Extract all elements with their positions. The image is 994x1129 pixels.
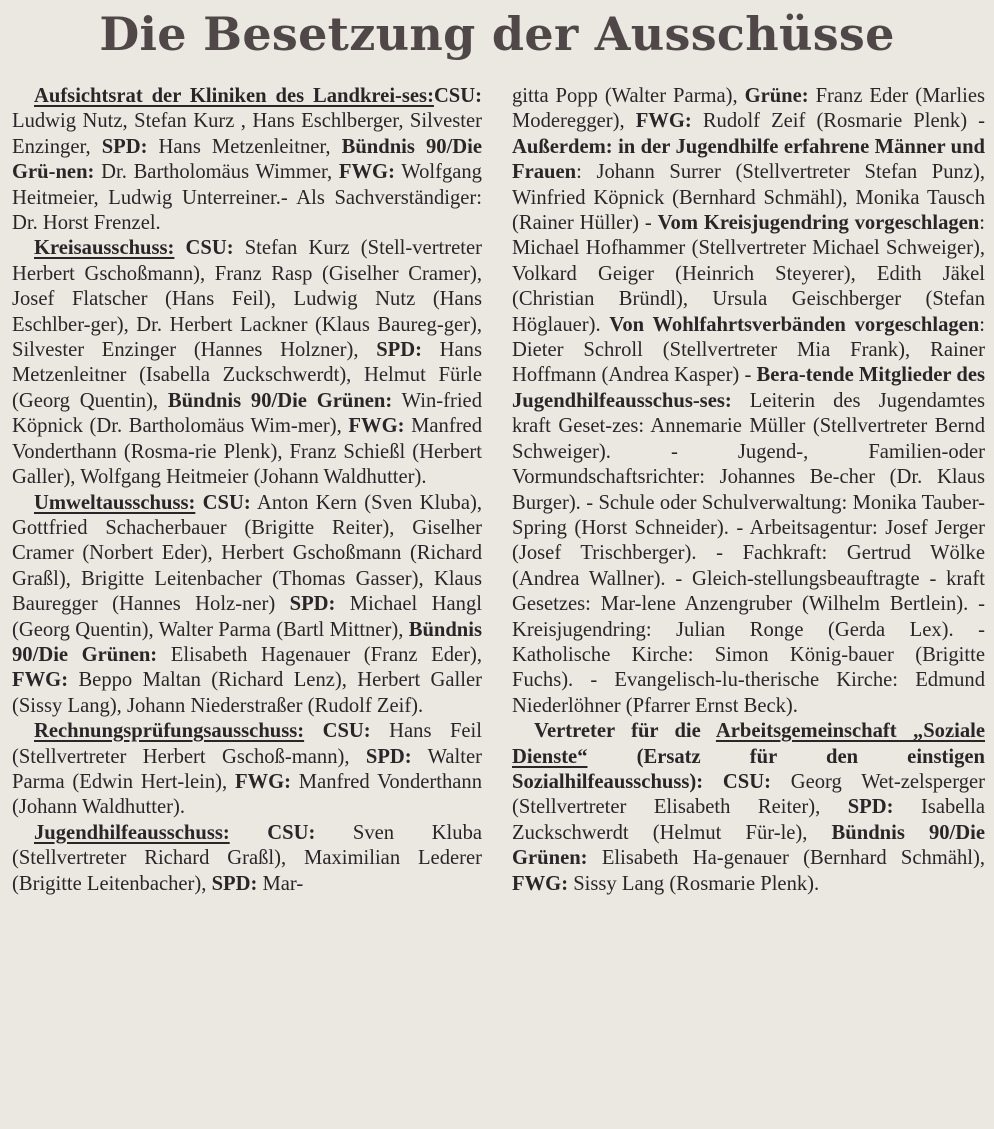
paragraph-kreisausschuss [12, 236, 482, 490]
paragraph-jugendhilfe [12, 821, 482, 897]
member-text: Hans Metzenleitner, [147, 135, 342, 158]
member-text: Ludwig Nutz, Stefan Kurz , Hans Eschlberger, Silvester Enzinger, [12, 110, 482, 158]
party-label: Bündnis 90/Die Grünen: [167, 389, 393, 412]
party-label: CSU: [229, 821, 316, 844]
member-text: Rudolf Zeif (Rosmarie Plenk) - [691, 110, 985, 133]
headline: Die Besetzung der Ausschüsse [99, 7, 895, 61]
paragraph-umweltausschuss [12, 491, 482, 720]
party-label: SPD: [376, 339, 422, 362]
heading-arbeitsgemeinschaft: Arbeitsgemeinschaft „Soziale Dienste“ [512, 720, 986, 768]
party-label: SPD: [101, 135, 148, 158]
member-text: Michael Hangl (Georg Quentin), Walter Parma (Bartl Mittner), [12, 593, 482, 641]
member-text: Win-fried Köpnick (Dr. Bartholomäus Wim-mer), [12, 389, 482, 438]
party-label: CSU: [195, 491, 251, 514]
subheading-beratende-mitglieder: Bera-tende Mitglieder des Jugendhilfeausschus-ses: [512, 364, 985, 412]
member-text: Elisabeth Ha-genauer (Bernhard Schmähl), [587, 847, 985, 870]
member-text: : Johann Surrer (Stellvertreter Stefan Punz), Winfried Köpnick (Bernhard Schmähl), Monika Tausch (Rainer Hüller) - [512, 161, 985, 235]
subheading-wohlfahrtsverbaende: Von Wohlfahrtsverbänden vorgeschlagen [609, 313, 980, 336]
member-text: Dr. Bartholomäus Wimmer, [94, 161, 339, 184]
party-label: FWG: [512, 872, 569, 895]
heading-jugendhilfe: Jugendhilfeausschuss: [34, 821, 230, 844]
party-label: CSU: [304, 720, 371, 743]
paragraph-rechnungspruefung [12, 719, 482, 821]
party-label: Grüne: [744, 85, 809, 107]
member-text: Elisabeth Hagenauer (Franz Eder), [157, 643, 482, 666]
party-label: FWG: [12, 669, 69, 692]
right-column [512, 84, 985, 897]
member-text: Walter Parma (Edwin Hert-lein), [12, 745, 483, 793]
member-text: Georg Wet-zelsperger (Stellvertreter Elisabeth Reiter), [512, 770, 985, 819]
party-label: Bündnis 90/Die Grü-nen: [12, 135, 482, 184]
party-label: FWG: [635, 110, 692, 133]
party-label: CSU: [703, 770, 771, 793]
subheading-vertreter: Vertreter für die [534, 720, 716, 743]
subheading-ersatz: (Ersatz für den einstigen Sozialhilfeausschuss): [512, 745, 985, 793]
member-text: Wolfgang Heitmeier, Ludwig Unterreiner.- Als Sachverständiger: Dr. Horst Frenzel. [12, 161, 482, 235]
subheading-kreisjugendring: Vom Kreisjugendring vorgeschlagen [657, 212, 980, 235]
member-text: Isabella Zuckschwerdt (Helmut Für-le), [512, 796, 985, 844]
heading-aufsichtsrat: Aufsichtsrat der Kliniken des Landkrei-ses: [34, 85, 434, 107]
member-text: Leiterin des Jugendamtes kraft Geset-zes: Annemarie Müller (Stellvertreter Bernd Schweiger). - Jugend-, Familien-oder Vormundschaftsrichter: Johannes Be-cher (Dr. Klaus Burger). - Schule oder Schulverwaltung: Monika Tauber-Spring (Horst Schneider). - Arbeitsagentur: Josef Jerger (Josef Trischberger). - Fachkraft: Gertrud Wölke (Andrea Wallner). - Gleich-stellungsbeauftragte - kraft Gesetzes: Mar-lene Anzengruber (Wilhelm Bertlein). - Kreisjugendring: Julian Ronge (Gerda Lex). - Katholische Kirche: Simon König-bauer (Brigitte Fuchs). - Evangelisch-lu-therische Kirche: Edmund Niederlöhner (Pfarrer Ernst Beck). [512, 389, 985, 717]
member-text: Manfred Vonderthann (Johann Waldhutter). [12, 770, 482, 819]
member-text: Sissy Lang (Rosmarie Plenk). [568, 872, 820, 895]
member-text: Anton Kern (Sven Kluba), Gottfried Schacherbauer (Brigitte Reiter), Giselher Cramer (Norbert Eder), Herbert Gschoßmann (Richard Graßl), Brigitte Leitenbacher (Thomas Gasser), Klaus Bauregger (Hannes Holz-ner) [12, 491, 482, 616]
party-label: FWG: [234, 770, 292, 793]
party-label: SPD: [289, 593, 336, 616]
member-text: Stefan Kurz (Stell-vertreter Herbert Gschoßmann), Franz Rasp (Giselher Cramer), Josef Flatscher (Hans Feil), Ludwig Nutz (Hans Eschlber-ger), Dr. Herbert Lackner (Klaus Baureg-ger), Silvester Enzinger (Hannes Holzner), [12, 237, 482, 362]
party-label: CSU: [174, 237, 234, 260]
party-label: Bündnis 90/Die Grünen: [512, 821, 985, 870]
member-text: gitta Popp (Walter Parma), [512, 85, 745, 107]
party-label: Bündnis 90/Die Grünen: [12, 618, 482, 666]
paragraph-aufsichtsrat [12, 84, 482, 236]
member-text: Mar- [257, 872, 304, 895]
member-text: Manfred Vonderthann (Rosma-rie Plenk), Franz Schießl (Herbert Galler), Wolfgang Heitmeier (Johann Waldhutter). [12, 415, 482, 489]
party-label: SPD: [211, 872, 258, 895]
party-label: SPD: [365, 745, 412, 768]
party-label: FWG: [338, 161, 395, 184]
member-text: : Michael Hofhammer (Stellvertreter Michael Schweiger), Volkard Geiger (Heinrich Steyerer), Edith Jäkel (Christian Bründl), Ursula Geischberger (Stefan Höglauer). [512, 212, 985, 336]
member-text: Sven Kluba (Stellvertreter Richard Graßl), Maximilian Lederer (Brigitte Leitenbacher), [12, 821, 482, 895]
subheading-ausserdem: Außerdem: in der Jugendhilfe erfahrene Männer und Frauen [512, 135, 985, 184]
paragraph-jugendhilfe-continued [512, 84, 985, 719]
member-text: : Dieter Schroll (Stellvertreter Mia Frank), Rainer Hoffmann (Andrea Kasper) - [512, 313, 985, 387]
member-text: Beppo Maltan (Richard Lenz), Herbert Galler (Sissy Lang), Johann Niederstraßer (Rudolf Zeif). [12, 669, 482, 717]
member-text: Hans Feil (Stellvertreter Herbert Gschoß-mann), [12, 720, 482, 768]
heading-rechnungspruefung: Rechnungsprüfungsausschuss: [34, 720, 305, 743]
left-column [12, 84, 482, 897]
member-text: Hans Metzenleitner (Isabella Zuckschwerdt), Helmut Fürle (Georg Quentin), [12, 339, 482, 412]
party-label: FWG: [348, 415, 405, 438]
party-label: CSU: [433, 85, 482, 107]
heading-umweltausschuss: Umweltausschuss: [34, 491, 196, 514]
member-text: Franz Eder (Marlies Moderegger), [512, 85, 985, 133]
heading-kreisausschuss: Kreisausschuss: [34, 237, 175, 260]
paragraph-soziale-dienste [512, 719, 985, 897]
party-label: SPD: [847, 796, 894, 819]
